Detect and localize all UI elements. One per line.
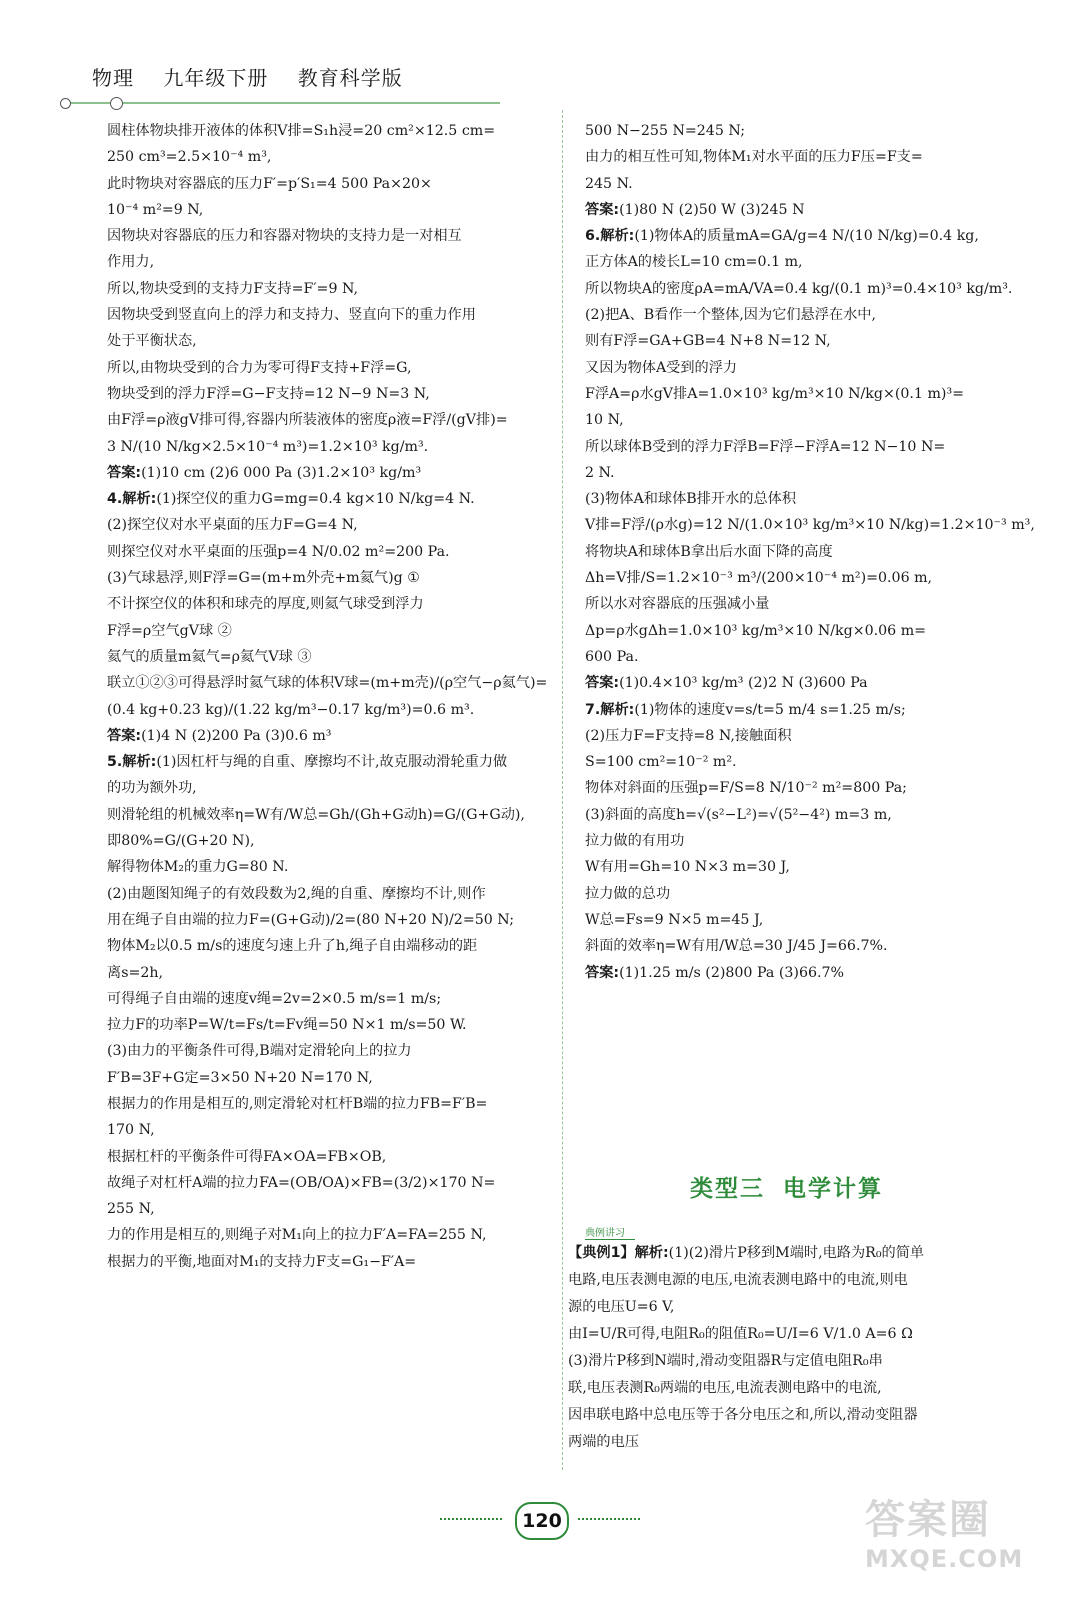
text-line: 拉力F的功率P=W/t=Fs/t=Fv绳=50 N×1 m/s=50 W. — [107, 1017, 467, 1034]
text-line: 7.解析:(1)物体的速度v=s/t=5 m/4 s=1.25 m/s; — [585, 701, 906, 718]
text-line: 的功为额外功, — [107, 780, 197, 797]
text-line: S=100 cm²=10⁻² m². — [585, 754, 737, 771]
text-line: 不计探空仪的体积和球壳的厚度,则氦气球受到浮力 — [107, 596, 424, 613]
text-line: (2)把A、B看作一个整体,因为它们悬浮在水中, — [585, 307, 876, 324]
text-line: (0.4 kg+0.23 kg)/(1.22 kg/m³−0.17 kg/m³)=0.6 m³. — [107, 701, 475, 718]
left-column — [107, 118, 548, 1275]
text-line: Δp=ρ水gΔh=1.0×10³ kg/m³×10 N/kg×0.06 m= — [585, 622, 927, 639]
text-line: 拉力做的总功 — [585, 885, 671, 902]
text-line: 答案:(1)4 N (2)200 Pa (3)0.6 m³ — [107, 727, 332, 744]
text-line: Δh=V排/S=1.2×10⁻³ m³/(200×10⁻⁴ m²)=0.06 m, — [585, 570, 933, 587]
text-line: 答案:(1)1.25 m/s (2)800 Pa (3)66.7% — [585, 964, 845, 981]
text-line: 则有F浮=GA+GB=4 N+8 N=12 N, — [585, 333, 831, 350]
text-line: 根据力的作用是相互的,则定滑轮对杠杆B端的拉力FB=F′B= — [107, 1095, 488, 1112]
text-line: (3)物体A和球体B排开水的总体积 — [585, 491, 797, 508]
text-line: 500 N−255 N=245 N; — [585, 123, 746, 139]
header-edition: 教育科学版 — [297, 66, 403, 90]
text-line: 物体M₂以0.5 m/s的速度匀速上升了h,绳子自由端移动的距 — [107, 938, 478, 955]
header-grade: 九年级下册 — [163, 66, 269, 90]
text-line: 斜面的效率η=W有用/W总=30 J/45 J=66.7%. — [585, 938, 888, 955]
text-line: 即80%=G/(G+20 N), — [107, 833, 255, 850]
text-line: 因物块对容器底的压力和容器对物块的支持力是一对相互 — [107, 228, 462, 245]
text-line: 作用力, — [107, 254, 155, 271]
text-line: (2)压力F=F支持=8 N,接触面积 — [585, 727, 792, 744]
circle-icon — [60, 98, 71, 109]
text-line: 物块受到的浮力F浮=G−F支持=12 N−9 N=3 N, — [107, 385, 430, 402]
example-column — [568, 1240, 1018, 1456]
text-line: V排=F浮/(ρ水g)=12 N/(1.0×10³ kg/m³×10 N/kg)=1.2×10⁻³ m³, — [585, 517, 1035, 534]
text-line: 源的电压U=6 V, — [568, 1299, 675, 1315]
text-line: 答案:(1)10 cm (2)6 000 Pa (3)1.2×10³ kg/m³ — [107, 464, 422, 481]
text-line: 将物块A和球体B拿出后水面下降的高度 — [585, 543, 833, 560]
text-line: 则滑轮组的机械效率η=W有/W总=Gh/(Gh+G动h)=G/(G+G动), — [107, 806, 525, 823]
text-line: 因物块受到竖直向上的浮力和支持力、竖直向下的重力作用 — [107, 307, 476, 324]
text-line: 10 N, — [585, 412, 624, 429]
text-line: 所以物块A的密度ρA=mA/VA=0.4 kg/(0.1 m)³=0.4×10³ kg/m³. — [585, 280, 1013, 297]
watermark-logo — [865, 1488, 1065, 1588]
watermark-text: 答案圈 — [865, 1497, 991, 1543]
text-line: 2 N. — [585, 464, 615, 481]
column-divider — [562, 110, 563, 1470]
text-line: 答案:(1)0.4×10³ kg/m³ (2)2 N (3)600 Pa — [585, 675, 868, 692]
text-line: 则探空仪对水平桌面的压强p=4 N/0.02 m²=200 Pa. — [107, 543, 450, 560]
text-line: 4.解析:(1)探空仪的重力G=mg=0.4 kg×10 N/kg=4 N. — [107, 491, 475, 508]
text-line: (3)气球悬浮,则F浮=G=(m+m外壳+m氦气)g ① — [107, 570, 420, 587]
text-line: F浮A=ρ水gV排A=1.0×10³ kg/m³×10 N/kg×(0.1 m)³= — [585, 385, 965, 402]
watermark-url: MXQE.COM — [865, 1545, 1024, 1573]
text-line: 600 Pa. — [585, 648, 639, 665]
page-header — [92, 62, 425, 91]
text-line: 由I=U/R可得,电阻R₀的阻值R₀=U/I=6 V/1.0 A=6 Ω — [568, 1326, 913, 1342]
circle-icon — [110, 97, 123, 110]
text-line: (2)探空仪对水平桌面的压力F=G=4 N, — [107, 517, 358, 534]
text-line: (3)由力的平衡条件可得,B端对定滑轮向上的拉力 — [107, 1043, 412, 1060]
text-line: 170 N, — [107, 1122, 155, 1139]
text-line: 根据杠杆的平衡条件可得FA×OA=FB×OB, — [107, 1148, 387, 1165]
text-line: 5.解析:(1)因杠杆与绳的自重、摩擦均不计,故克服动滑轮重力做 — [107, 754, 508, 771]
text-line: 所以水对容器底的压强减小量 — [585, 596, 770, 613]
page-number: 120 — [515, 1502, 569, 1540]
text-line: F浮=ρ空气gV球 ② — [107, 622, 232, 639]
text-line: 又因为物体A受到的浮力 — [585, 359, 738, 376]
text-line: 用在绳子自由端的拉力F=(G+G动)/2=(80 N+20 N)/2=50 N; — [107, 911, 514, 928]
text-line: 物体对斜面的压强p=F/S=8 N/10⁻² m²=800 Pa; — [585, 780, 907, 797]
example-label: 典例讲习 — [585, 1224, 635, 1240]
text-line: 【典例1】解析:(1)(2)滑片P移到M端时,电路为R₀的简单 — [568, 1245, 925, 1261]
text-line: 圆柱体物块排开液体的体积V排=S₁h浸=20 cm²×12.5 cm= — [107, 123, 496, 139]
text-line: 两端的电压 — [568, 1434, 639, 1450]
text-line: 答案:(1)80 N (2)50 W (3)245 N — [585, 201, 805, 218]
text-line: 所以,物块受到的支持力F支持=F′=9 N, — [107, 280, 358, 297]
text-line: W总=Fs=9 N×5 m=45 J, — [585, 911, 764, 928]
text-line: W有用=Gh=10 N×3 m=30 J, — [585, 859, 790, 876]
text-line: 离s=2h, — [107, 964, 164, 981]
text-line: 联,电压表测R₀两端的电压,电流表测电路中的电流, — [568, 1380, 882, 1396]
text-line: 氦气的质量m氦气=ρ氦气V球 ③ — [107, 648, 312, 665]
text-line: 由力的相互性可知,物体M₁对水平面的压力F压=F支= — [585, 149, 923, 166]
text-line: (3)滑片P移到N端时,滑动变阻器R与定值电阻R₀串 — [568, 1353, 883, 1369]
text-line: 因串联电路中总电压等于各分电压之和,所以,滑动变阻器 — [568, 1407, 918, 1423]
right-column — [585, 118, 1035, 986]
text-line: 250 cm³=2.5×10⁻⁴ m³, — [107, 149, 272, 166]
section-name: 电学计算 — [783, 1176, 883, 1202]
header-decoration — [60, 96, 500, 110]
text-line: 正方体A的棱长L=10 cm=0.1 m, — [585, 254, 803, 271]
text-line: 6.解析:(1)物体A的质量mA=GA/g=4 N/(10 N/kg)=0.4 kg, — [585, 228, 979, 245]
text-line: 拉力做的有用功 — [585, 833, 685, 850]
text-line: 此时物块对容器底的压力F′=p′S₁=4 500 Pa×20× — [107, 175, 432, 192]
text-line: 解得物体M₂的重力G=80 N. — [107, 859, 289, 876]
text-line: 根据力的平衡,地面对M₁的支持力F支=G₁−F′A= — [107, 1253, 417, 1270]
header-subject: 物理 — [92, 66, 134, 90]
text-line: 245 N. — [585, 175, 633, 192]
text-line: (3)斜面的高度h=√(s²−L²)=√(5²−4²) m=3 m, — [585, 806, 892, 823]
page-number-bar — [440, 1500, 640, 1540]
text-line: 力的作用是相互的,则绳子对M₁向上的拉力F′A=FA=255 N, — [107, 1227, 487, 1244]
text-line: 255 N, — [107, 1201, 155, 1218]
text-line: (2)由题图知绳子的有效段数为2,绳的自重、摩擦均不计,则作 — [107, 885, 486, 902]
text-line: 10⁻⁴ m²=9 N, — [107, 201, 204, 218]
text-line: 由F浮=ρ液gV排可得,容器内所装液体的密度ρ液=F浮/(gV排)= — [107, 412, 508, 429]
text-line: 所以球体B受到的浮力F浮B=F浮−F浮A=12 N−10 N= — [585, 438, 946, 455]
section-type: 类型三 — [690, 1176, 765, 1202]
section-title — [690, 1170, 901, 1203]
text-line: 所以,由物块受到的合力为零可得F支持+F浮=G, — [107, 359, 412, 376]
text-line: 故绳子对杠杆A端的拉力FA=(OB/OA)×FB=(3/2)×170 N= — [107, 1174, 496, 1191]
text-line: 可得绳子自由端的速度v绳=2v=2×0.5 m/s=1 m/s; — [107, 990, 442, 1007]
text-line: 3 N/(10 N/kg×2.5×10⁻⁴ m³)=1.2×10³ kg/m³. — [107, 438, 429, 455]
text-line: 联立①②③可得悬浮时氦气球的体积V球=(m+m壳)/(ρ空气−ρ氦气)= — [107, 675, 548, 692]
text-line: 电路,电压表测电源的电压,电流表测电路中的电流,则电 — [568, 1272, 908, 1288]
text-line: F′B=3F+G定=3×50 N+20 N=170 N, — [107, 1069, 373, 1086]
text-line: 处于平衡状态, — [107, 333, 197, 350]
